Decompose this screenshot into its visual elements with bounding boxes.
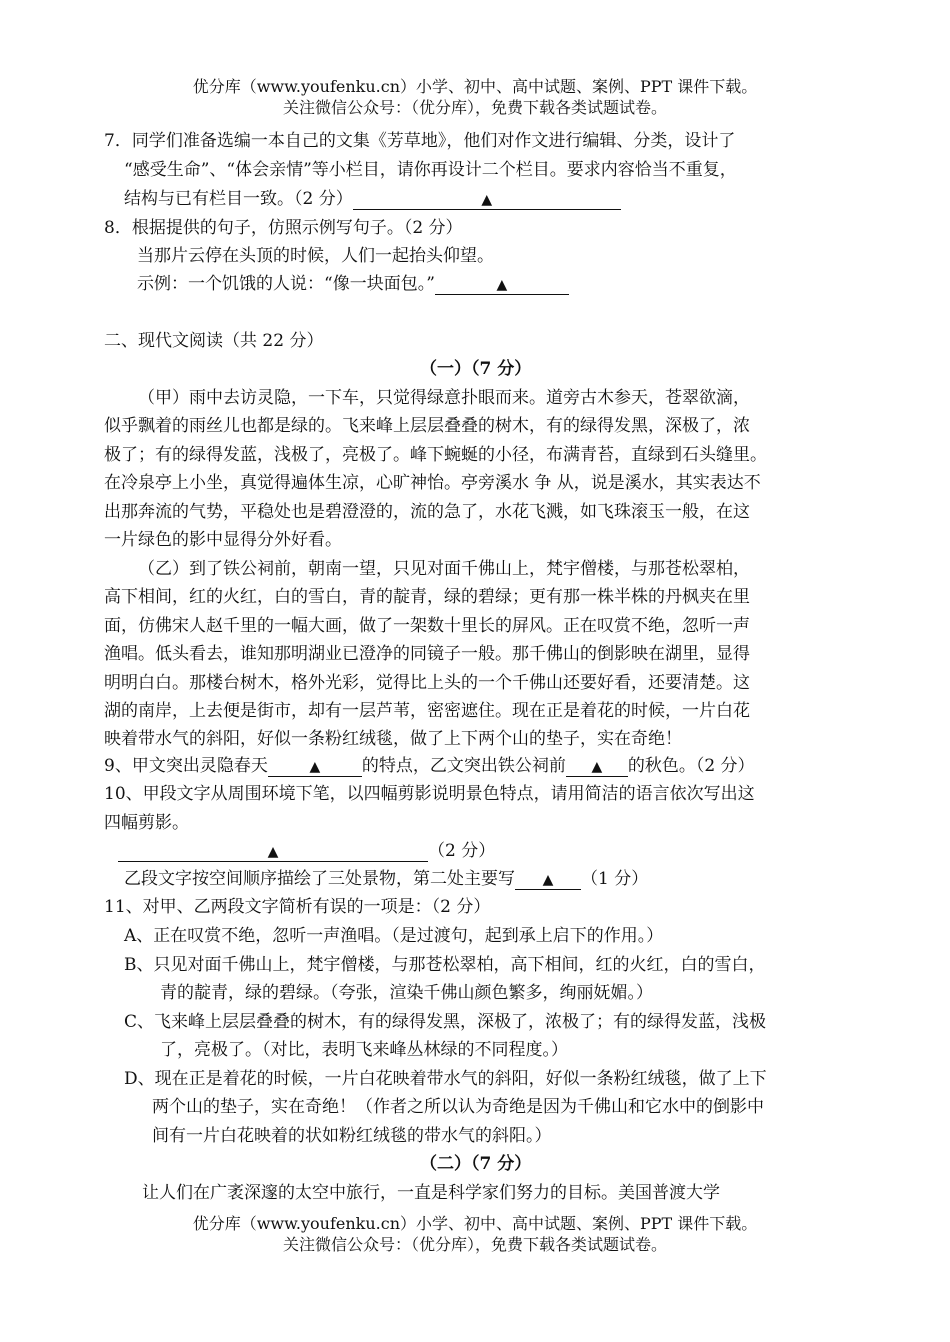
passage-a-line: 在冷泉亭上小坐，真觉得遍体生凉，心旷神怡。亭旁溪水 争 从，说是溪水，其实表达不 xyxy=(104,473,761,493)
q11-option-a[interactable]: A、正在叹赏不绝，忽听一声渔唱。（是过渡句，起到承上启下的作用。） xyxy=(124,926,664,946)
q7-line-2: “感受生命”、“体会亲情”等小栏目，请你再设计二个栏目。要求内容恰当不重复， xyxy=(124,160,737,180)
q10-line-3 xyxy=(118,840,495,862)
part-2-title: （二）（7 分） xyxy=(420,1154,532,1174)
q8-answer-blank[interactable] xyxy=(435,275,569,295)
q10-line-4 xyxy=(124,868,648,890)
blank-triangle-icon: ▲ xyxy=(542,872,554,888)
blank-triangle-icon: ▲ xyxy=(267,844,279,860)
passage-a-line: （甲）雨中去访灵隐，一下车，只觉得绿意扑眼而来。道旁古木参天，苍翠欲滴， xyxy=(138,388,750,408)
passage-a-line: 似乎飘着的雨丝儿也都是绿的。飞来峰上层层叠叠的树木，有的绿得发黑，深极了，浓 xyxy=(104,416,750,436)
q8-example-text: 示例：一个饥饿的人说：“像一块面包。” xyxy=(137,274,435,294)
header-line-1: 优分库（www.youfenku.cn）小学、初中、高中试题、案例、PPT 课件下载。 xyxy=(192,77,758,96)
blank-triangle-icon: ▲ xyxy=(496,277,508,293)
q8-line-1: 8．根据提供的句子，仿照示例写句子。（2 分） xyxy=(104,218,463,238)
q10-sub-text: 乙段文字按空间顺序描绘了三处景物，第二处主要写 xyxy=(124,869,515,889)
q7-line-1: 7．同学们准备选编一本自己的文集《芳草地》，他们对作文进行编辑、分类，设计了 xyxy=(104,131,736,151)
q9-text-c: 的秋色。（2 分） xyxy=(627,756,755,776)
footer-line-2: 关注微信公众号：（优分库），免费下载各类试题试卷。 xyxy=(282,1235,667,1254)
passage-b-line: 面，仿佛宋人赵千里的一幅大画，做了一架数十里长的屏风。正在叹赏不绝，忽听一声 xyxy=(104,616,750,636)
header-line-2: 关注微信公众号：（优分库），免费下载各类试题试卷。 xyxy=(282,98,667,117)
q11-option-d-cont: 两个山的垫子，实在奇绝！（作者之所以认为奇绝是因为千佛山和它水中的倒影中 xyxy=(152,1097,764,1117)
q9-text-b: 的特点，乙文突出铁公祠前 xyxy=(361,756,566,776)
part-1-title: （一）（7 分） xyxy=(420,359,532,379)
blank-triangle-icon: ▲ xyxy=(309,759,321,775)
blank-triangle-icon: ▲ xyxy=(481,192,493,208)
q9-text-a: 9、甲文突出灵隐春天 xyxy=(104,756,268,776)
q10-score: （2 分） xyxy=(428,841,496,861)
q8-line-3 xyxy=(137,273,569,295)
q10-sub-blank[interactable] xyxy=(515,870,581,890)
q9-blank-1[interactable] xyxy=(268,757,362,777)
footer-line-1: 优分库（www.youfenku.cn）小学、初中、高中试题、案例、PPT 课件下载。 xyxy=(192,1214,758,1233)
q11-option-c[interactable]: C、飞来峰上层层叠叠的树木，有的绿得发黑，深极了，浓极了；有的绿得发蓝，浅极 xyxy=(124,1012,767,1032)
passage-b-line: 渔唱。低头看去，谁知那明湖业已澄净的同镜子一般。那千佛山的倒影映在湖里，显得 xyxy=(104,644,750,664)
q9-blank-2[interactable] xyxy=(566,757,628,777)
q10-answer-blank[interactable] xyxy=(118,842,428,862)
q11-option-b-cont: 青的靛青，绿的碧绿。（夸张，渲染千佛山颜色繁多，绚丽妩媚。） xyxy=(160,983,653,1003)
part-2-first-line: 让人们在广袤深邃的太空中旅行，一直是科学家们努力的目标。美国普渡大学 xyxy=(142,1183,720,1203)
q7-line-3 xyxy=(124,188,621,210)
q11-option-c-cont: 了，亮极了。（对比，表明飞来峰丛林绿的不同程度。） xyxy=(160,1040,568,1060)
q7-answer-blank[interactable] xyxy=(353,190,621,210)
section-2-title: 二、现代文阅读（共 22 分） xyxy=(104,331,324,351)
q11-option-d[interactable]: D、现在正是着花的时候，一片白花映着带水气的斜阳，好似一条粉红绒毯，做了上下 xyxy=(124,1069,767,1089)
q10-sub-score: （1 分） xyxy=(581,869,649,889)
q11-stem: 11、对甲、乙两段文字简析有误的一项是：（2 分） xyxy=(104,897,491,917)
q8-line-2: 当那片云停在头顶的时候，人们一起抬头仰望。 xyxy=(137,246,494,266)
q11-option-d-cont: 间有一片白花映着的状如粉红绒毯的带水气的斜阳。） xyxy=(152,1126,552,1146)
passage-a-line: 出那奔流的气势，平稳处也是碧澄澄的，流的急了，水花飞溅，如飞珠滚玉一般，在这 xyxy=(104,502,750,522)
passage-b-line: 映着带水气的斜阳，好似一条粉红绒毯，做了上下两个山的垫子，实在奇绝！ xyxy=(104,729,682,749)
q7-line-3-text: 结构与已有栏目一致。（2 分） xyxy=(124,189,353,209)
q10-line-1: 10、甲段文字从周围环境下笔，以四幅剪影说明景色特点，请用简洁的语言依次写出这 xyxy=(104,784,755,804)
q10-line-2: 四幅剪影。 xyxy=(104,813,189,833)
passage-b-line: 高下相间，红的火红，白的雪白，青的靛青，绿的碧绿；更有那一株半株的丹枫夹在里 xyxy=(104,587,750,607)
q9-line xyxy=(104,755,755,777)
blank-triangle-icon: ▲ xyxy=(591,759,603,775)
q11-option-b[interactable]: B、只见对面千佛山上，梵宇僧楼，与那苍松翠柏，高下相间，红的火红，白的雪白， xyxy=(124,955,766,975)
passage-a-line: 极了；有的绿得发蓝，浅极了，亮极了。峰下蜿蜒的小径，布满青苔，直绿到石头缝里。 xyxy=(104,445,767,465)
passage-a-line: 一片绿色的影中显得分外好看。 xyxy=(104,530,342,550)
passage-b-line: （乙）到了铁公祠前，朝南一望，只见对面千佛山上，梵宇僧楼，与那苍松翠柏， xyxy=(138,559,750,579)
passage-b-line: 明明白白。那楼台树木，格外光彩，觉得比上头的一个千佛山还要好看，还要清楚。这 xyxy=(104,673,750,693)
passage-b-line: 湖的南岸，上去便是街市，却有一层芦苇，密密遮住。现在正是着花的时候，一片白花 xyxy=(104,701,750,721)
